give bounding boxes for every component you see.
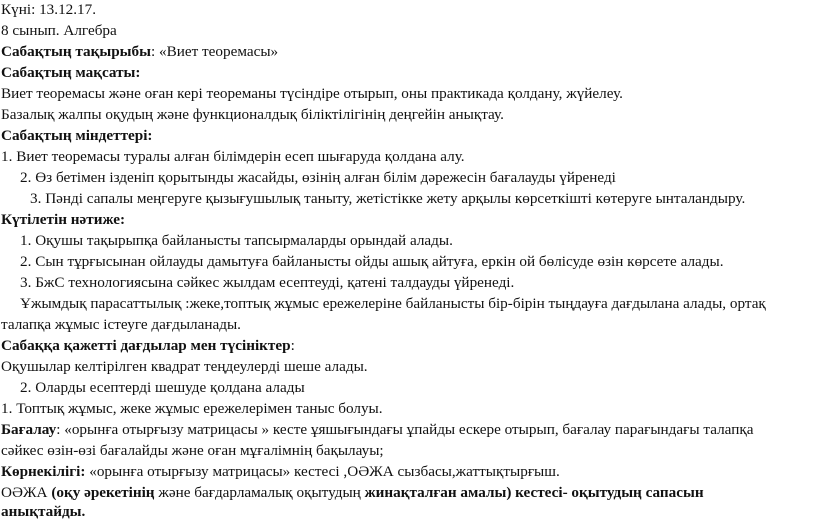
skill-3: 1. Топтық жұмыс, жеке жұмыс ережелерімен таныс болуы.: [1, 400, 383, 417]
outcome-2: 2. Сын тұрғысынан ойлауды дамытуға байланысты ойды ашық айтуға, еркін ой бөлісуде өзін көрсете алады.: [20, 253, 724, 270]
grade-subject-line: 8 сынып. Алгебра: [1, 22, 117, 39]
evaluation-line: Бағалау: «орынға отырғызу матрицасы » кесте ұяшығындағы ұпайды ескере отырып, бағалау парағындағы талапқа: [1, 421, 754, 438]
evaluation-label: Бағалау: [1, 421, 57, 438]
aim-2: Базалық жалпы оқудың және функционалдық біліктілігінің деңгейін анықтау.: [1, 106, 504, 123]
evaluation-line-2: сәйкес өзін-өзі бағалайды және оған мұғалімнің бақылауы;: [1, 442, 384, 459]
odja-line: ОӘЖА (оқу әрекетінің және бағдарламалық оқытудың жинақталған амалы) кестесі- оқытудың сапасын: [1, 484, 704, 501]
task-2: 2. Өз бетімен ізденіп қорытынды жасайды, өзінің алған білім дәрежесін бағалауды үйренеді: [20, 169, 616, 186]
aim-1: Виет теоремасы және оған кері теореманы түсіндіре отырып, оны практикада қолдану, жүйелеу.: [1, 85, 623, 102]
outcome-3: 3. БжС технологиясына сәйкес жылдам есептеуді, қатені талдауды үйренеді.: [20, 274, 515, 291]
topic-label: Сабақтың тақырыбы: [1, 43, 151, 60]
tasks-heading: Сабақтың міндеттері:: [1, 127, 153, 144]
task-3: 3. Пәнді сапалы меңгеруге қызығушылық таныту, жетістікке жету арқылы көрсеткішті көтеруге ынталандыру.: [30, 190, 746, 207]
visual-aids-label: Көрнекілігі:: [1, 463, 86, 480]
aims-heading: Сабақтың мақсаты:: [1, 64, 141, 81]
skill-1: Оқушылар келтірілген квадрат теңдеулерді шеше алады.: [1, 358, 368, 375]
skills-label: Сабаққа қажетті дағдылар мен түсініктер: [1, 337, 291, 354]
visual-aids-line: Көрнекілігі: «орынға отырғызу матрицасы» кестесі ,ОӘЖА сызбасы,жаттықтырғыш.: [1, 463, 560, 480]
outcome-4a: Ұжымдық парасаттылық :жеке,топтық жұмыс ережелеріне байланысты бір-бірін тыңдауға дағдылана алады, ортақ: [20, 295, 766, 312]
date-line: Күні: 13.12.17.: [1, 1, 97, 18]
topic-value: : «Виет теоремасы»: [150, 43, 279, 60]
odja-line-2: анықтайды.: [1, 503, 86, 520]
topic-line: [1, 41, 816, 63]
skill-2: 2. Оларды есептерді шешуде қолдана алады: [20, 379, 305, 396]
outcome-1: 1. Оқушы тақырыпқа байланысты тапсырмаларды орындай алады.: [20, 232, 453, 249]
outcomes-heading: Күтілетін нәтиже:: [1, 211, 126, 228]
task-1: 1. Виет теоремасы туралы алған білімдерін есеп шығаруда қолдана алу.: [1, 148, 465, 165]
skills-heading: Сабаққа қажетті дағдылар мен түсініктер:: [1, 337, 295, 354]
outcome-4b: талапқа жұмыс істеуге дағдыланады.: [1, 316, 241, 333]
